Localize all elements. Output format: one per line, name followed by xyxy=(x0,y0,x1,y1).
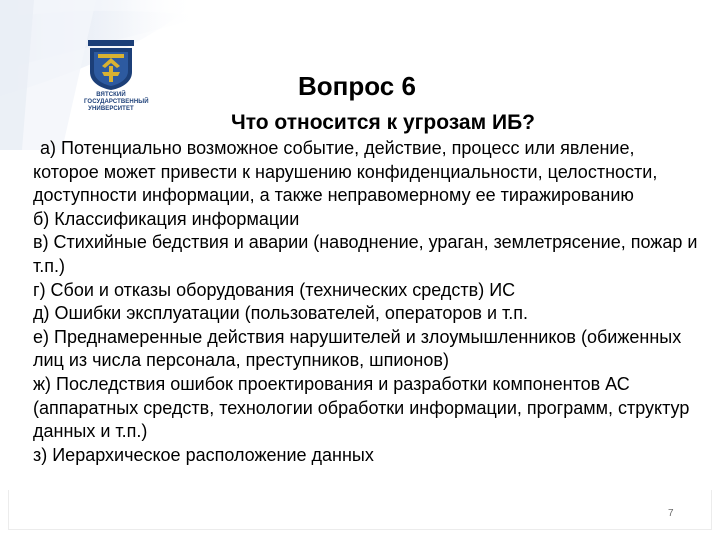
logo-line-2: ГОСУДАРСТВЕННЫЙ xyxy=(84,99,149,105)
answer-list xyxy=(33,137,705,467)
answer-option-b: б) Классификация информации xyxy=(33,208,300,229)
page-number: 7 xyxy=(668,508,674,519)
university-name xyxy=(84,92,149,113)
answer-option-v: в) Стихийные бедствия и аварии (наводнение, ураган, землетрясение, пожар и т.п.) xyxy=(33,232,698,276)
question-text: Что относится к угрозам ИБ? xyxy=(231,111,535,134)
university-emblem-icon xyxy=(84,38,138,90)
answer-option-g: г) Сбои и отказы оборудования (технических средств) ИС xyxy=(33,279,516,300)
answer-option-e: е) Преднамеренные действия нарушителей и злоумышленников (обиженных лиц из числа персонала, преступников, шпионов) xyxy=(33,326,682,371)
answer-option-d: д) Ошибки эксплуатации (пользователей, операторов и т.п. xyxy=(33,303,529,324)
answer-option-a: а) Потенциально возможное событие, действие, процесс или явление, которое может привести к нарушению конфиденциальности, целостности, доступности информации, а также неправомерному ее тиражированию xyxy=(33,138,658,206)
answer-option-zh: ж) Последствия ошибок проектирования и разработки компонентов АС (аппаратных средств, технологии обработки информации, программ, структур данных и т.п.) xyxy=(33,373,690,442)
answer-option-z: з) Иерархическое расположение данных xyxy=(33,444,374,465)
slide-title: Вопрос 6 xyxy=(298,71,416,101)
logo-line-1: ВЯТСКИЙ xyxy=(96,92,126,98)
university-logo xyxy=(84,38,149,132)
logo-line-3: УНИВЕРСИТЕТ xyxy=(88,106,134,112)
footer-frame xyxy=(8,490,712,530)
